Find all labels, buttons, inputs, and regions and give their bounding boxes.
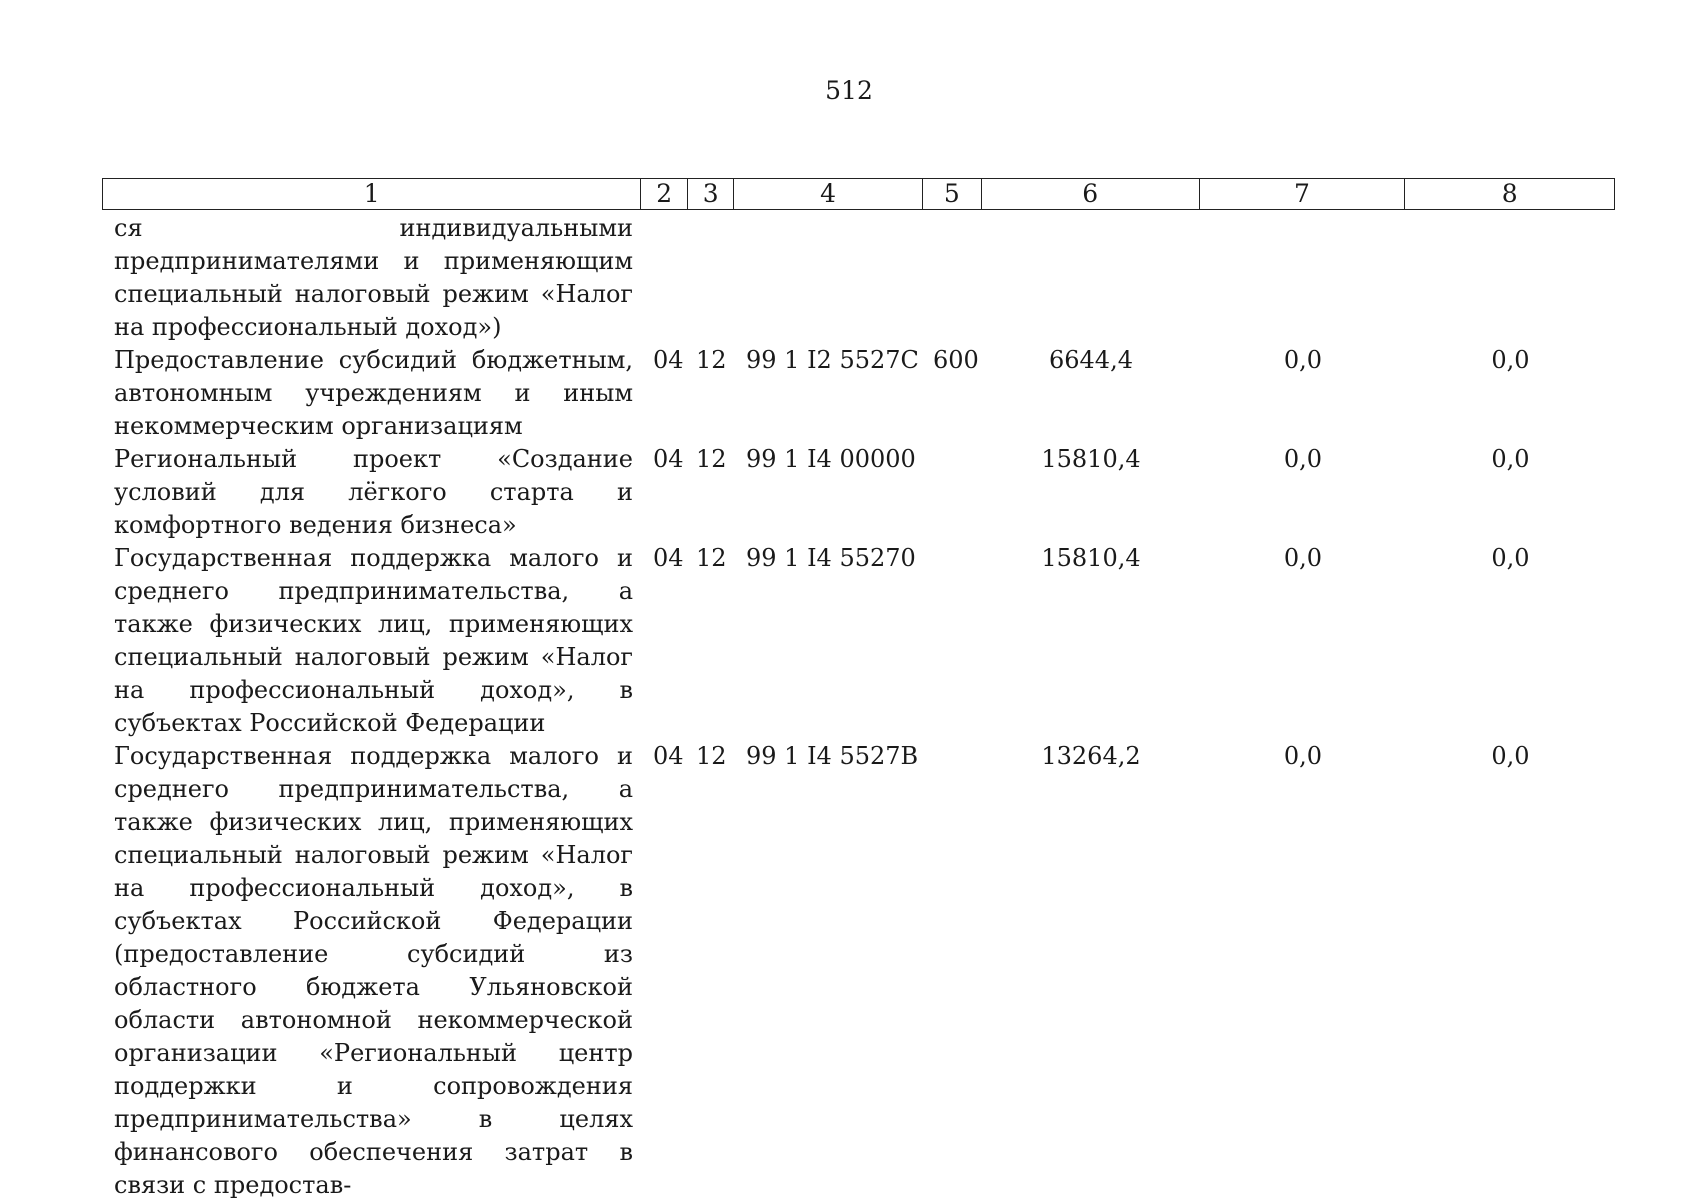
header-col-3: 3 xyxy=(688,179,734,209)
header-col-1: 1 xyxy=(103,179,641,209)
row-name: Государственная поддержка малого и среднего предпринимательства, а также физических лиц, применяющих специальный налоговый режим «Налог на профессиональный доход», в субъектах Российской Федерации (предоставление субсидий из областного бюджета Ульяновской области автономной некоммерческой организации «Региональный центр поддержки и сопровождения предпринимательства» в целях финансового обеспечения затрат в связи с предостав- xyxy=(114,742,633,1199)
row-csr: 99 1 I4 00000 xyxy=(746,445,916,473)
page-number: 512 xyxy=(825,76,873,105)
row-pr: 12 xyxy=(696,346,727,374)
table-row xyxy=(102,740,1615,1202)
row-value-8: 0,0 xyxy=(1491,742,1530,770)
row-value-8: 0,0 xyxy=(1491,544,1530,572)
table-body xyxy=(102,212,1615,1202)
row-value-6: 15810,4 xyxy=(1041,544,1141,572)
row-name: Государственная поддержка малого и среднего предпринимательства, а также физических лиц, применяющих специальный налоговый режим «Налог на профессиональный доход», в субъектах Российской Федерации xyxy=(114,544,633,737)
table-row xyxy=(102,212,1615,344)
table-header-row xyxy=(102,178,1615,210)
row-pr: 12 xyxy=(696,445,727,473)
row-value-6: 13264,2 xyxy=(1041,742,1141,770)
header-col-4: 4 xyxy=(734,179,923,209)
row-rz: 04 xyxy=(653,346,684,374)
row-rz: 04 xyxy=(653,445,684,473)
row-pr: 12 xyxy=(696,742,727,770)
row-value-7: 0,0 xyxy=(1283,346,1323,374)
row-name: ся индивидуальными предпринимателями и применяющим специальный налоговый режим «Налог на профессиональный доход») xyxy=(114,214,633,341)
row-value-7: 0,0 xyxy=(1283,544,1323,572)
row-vr: 600 xyxy=(933,346,979,374)
header-col-7: 7 xyxy=(1200,179,1406,209)
row-rz: 04 xyxy=(653,742,684,770)
row-rz: 04 xyxy=(653,544,684,572)
budget-table xyxy=(102,178,1615,1202)
row-name: Региональный проект «Создание условий для лёгкого старта и комфортного ведения бизнеса» xyxy=(114,445,633,539)
header-col-6: 6 xyxy=(982,179,1200,209)
row-csr: 99 1 I4 55270 xyxy=(746,544,916,572)
row-value-6: 15810,4 xyxy=(1041,445,1141,473)
table-row xyxy=(102,344,1615,443)
row-value-8: 0,0 xyxy=(1491,445,1530,473)
row-pr: 12 xyxy=(696,544,727,572)
table-row xyxy=(102,542,1615,740)
header-col-2: 2 xyxy=(641,179,688,209)
row-name: Предоставление субсидий бюджетным, автономным учреждениям и иным некоммерческим организациям xyxy=(114,346,633,440)
header-col-8: 8 xyxy=(1501,179,1518,208)
row-csr: 99 1 I2 5527C xyxy=(746,346,919,374)
table-row xyxy=(102,443,1615,542)
row-value-7: 0,0 xyxy=(1283,742,1323,770)
header-col-5: 5 xyxy=(923,179,982,209)
row-csr: 99 1 I4 5527B xyxy=(746,742,919,770)
row-value-6: 6644,4 xyxy=(1049,346,1133,374)
row-value-8: 0,0 xyxy=(1491,346,1530,374)
row-value-7: 0,0 xyxy=(1283,445,1323,473)
